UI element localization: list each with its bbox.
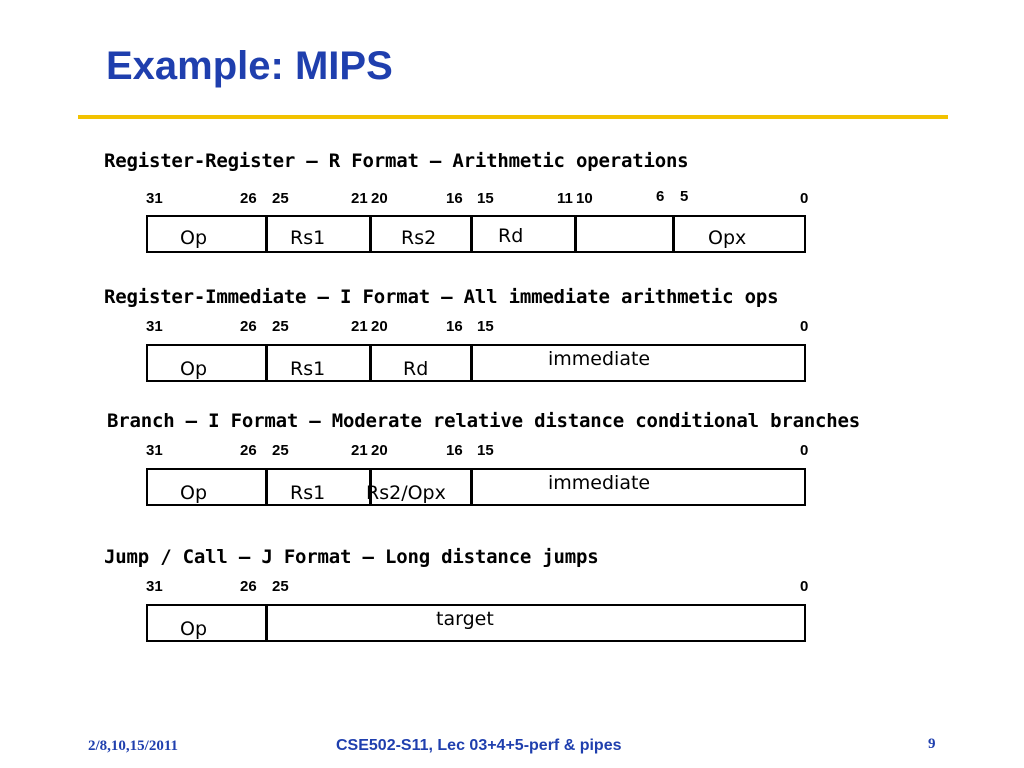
bit-label: 20 xyxy=(371,318,388,335)
field-immediate: immediate xyxy=(548,348,651,370)
bit-label: 20 xyxy=(371,442,388,459)
bit-label: 16 xyxy=(446,442,463,459)
bit-label: 0 xyxy=(800,318,809,335)
bit-label: 25 xyxy=(272,318,289,335)
field-rs1: Rs1 xyxy=(290,482,326,504)
bit-label: 31 xyxy=(146,578,163,595)
field-divider xyxy=(265,217,268,251)
field-rs2-opx: Rs2/Opx xyxy=(366,482,446,504)
bit-label: 25 xyxy=(272,442,289,459)
bit-label: 6 xyxy=(656,188,665,205)
bit-label: 0 xyxy=(800,578,809,595)
bit-label: 31 xyxy=(146,190,163,207)
r-format-instruction-box xyxy=(146,215,806,253)
bit-label: 15 xyxy=(477,190,494,207)
bit-label: 26 xyxy=(240,190,257,207)
field-divider xyxy=(265,606,268,640)
footer-course: CSE502-S11, Lec 03+4+5-perf & pipes xyxy=(336,737,622,754)
i-format-heading: Register-Immediate – I Format – All immediate arithmetic ops xyxy=(104,286,779,308)
field-divider xyxy=(369,346,372,380)
bit-label: 21 xyxy=(351,442,368,459)
bit-label: 21 xyxy=(351,190,368,207)
j-format-instruction-box xyxy=(146,604,806,642)
i-format-instruction-box xyxy=(146,344,806,382)
slide-title: Example: MIPS xyxy=(106,44,393,88)
field-divider xyxy=(470,346,473,380)
field-rs1: Rs1 xyxy=(290,358,326,380)
bit-label: 15 xyxy=(477,318,494,335)
field-op: Op xyxy=(180,618,208,640)
field-opx: Opx xyxy=(708,227,747,249)
bit-label: 26 xyxy=(240,578,257,595)
bit-label: 31 xyxy=(146,442,163,459)
field-divider xyxy=(265,346,268,380)
bit-label: 16 xyxy=(446,318,463,335)
field-divider xyxy=(369,217,372,251)
field-op: Op xyxy=(180,358,208,380)
field-rd: Rd xyxy=(498,225,524,247)
bit-label: 11 xyxy=(557,190,573,207)
bit-label: 26 xyxy=(240,318,257,335)
field-op: Op xyxy=(180,482,208,504)
bit-label: 26 xyxy=(240,442,257,459)
branch-format-heading: Branch – I Format – Moderate relative distance conditional branches xyxy=(107,410,861,432)
bit-label: 5 xyxy=(680,188,689,205)
field-divider xyxy=(574,217,577,251)
field-divider xyxy=(672,217,675,251)
bit-label: 15 xyxy=(477,442,494,459)
bit-label: 0 xyxy=(800,190,809,207)
bit-label: 21 xyxy=(351,318,368,335)
bit-label: 10 xyxy=(576,190,593,207)
bit-label: 16 xyxy=(446,190,463,207)
title-divider xyxy=(78,115,948,119)
bit-label: 25 xyxy=(272,578,289,595)
j-format-heading: Jump / Call – J Format – Long distance jumps xyxy=(104,546,599,568)
footer-date: 2/8,10,15/2011 xyxy=(88,738,179,754)
field-immediate: immediate xyxy=(548,472,651,494)
field-target: target xyxy=(436,608,494,630)
field-divider xyxy=(470,217,473,251)
bit-label: 0 xyxy=(800,442,809,459)
field-divider xyxy=(265,470,268,504)
field-rd: Rd xyxy=(403,358,429,380)
r-format-heading: Register-Register – R Format – Arithmetic operations xyxy=(104,150,689,172)
page-number: 9 xyxy=(928,736,936,752)
field-divider xyxy=(470,470,473,504)
field-rs2: Rs2 xyxy=(401,227,437,249)
bit-label: 25 xyxy=(272,190,289,207)
field-op: Op xyxy=(180,227,208,249)
branch-format-instruction-box xyxy=(146,468,806,506)
bit-label: 31 xyxy=(146,318,163,335)
field-rs1: Rs1 xyxy=(290,227,326,249)
bit-label: 20 xyxy=(371,190,388,207)
